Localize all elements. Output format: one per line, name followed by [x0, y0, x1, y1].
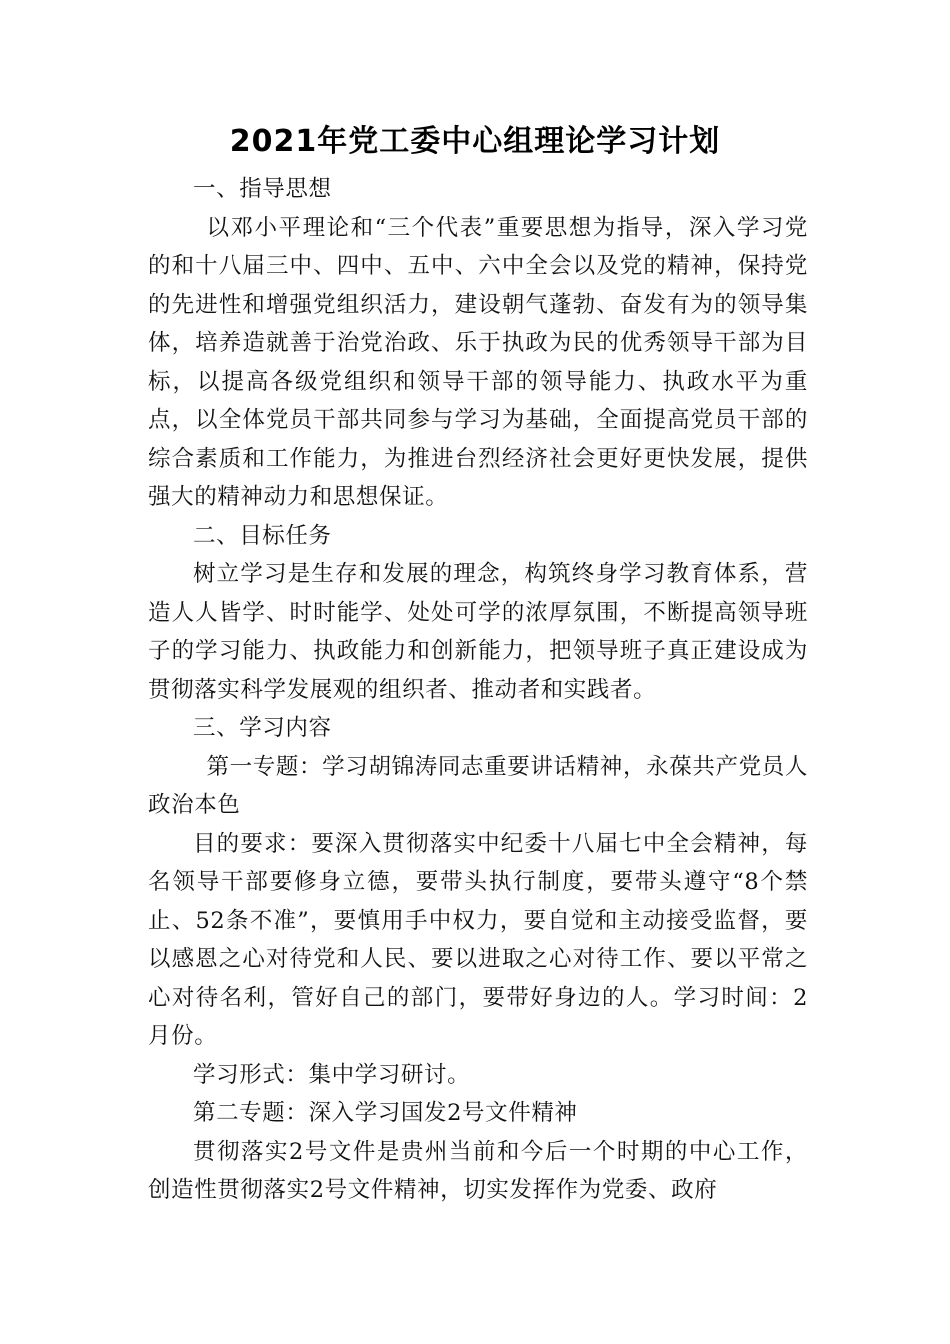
paragraph-topic-two: 贯彻落实2号文件是贵州当前和今后一个时期的中心工作，创造性贯彻落实2号文件精神，切实发挥作为党委、政府 — [148, 1138, 808, 1203]
topic-one-heading: 第一专题：学习胡锦涛同志重要讲话精神，永葆共产党员人政治本色 — [148, 753, 808, 818]
paragraph-guiding-ideology: 以邓小平理论和“三个代表”重要思想为指导，深入学习党的和十八届三中、四中、五中、六中全会以及党的精神，保持党的先进性和增强党组织活力，建设朝气蓬勃、奋发有为的领导集体，培养造就善于治党治政、乐于执政为民的优秀领导干部为目标，以提高各级党组织和领导干部的领导能力、执政水平为重点，以全体党员干部共同参与学习为基础，全面提高党员干部的综合素质和工作能力，为推进台烈经济社会更好更快发展，提供强大的精神动力和思想保证。 — [148, 214, 808, 510]
section-heading-goals: 二、目标任务 — [193, 522, 332, 549]
section-heading-content: 三、学习内容 — [193, 715, 332, 741]
document-body — [148, 170, 808, 1210]
topic-two-heading: 第二专题：深入学习国发2号文件精神 — [193, 1100, 578, 1126]
paragraph-topic-one-requirements: 目的要求：要深入贯彻落实中纪委十八届七中全会精神，每名领导干部要修身立德，要带头执行制度，要带头遵守“8个禁止、52条不准”，要慎用手中权力，要自觉和主动接受监督，要以感恩之心对待党和人民、要以进取之心对待工作、要以平常之心对待名利，管好自己的部门，要带好身边的人。学习时间：2月份。 — [148, 830, 808, 1049]
paragraph-goals: 树立学习是生存和发展的理念，构筑终身学习教育体系，营造人人皆学、时时能学、处处可学的浓厚氛围，不断提高领导班子的学习能力、执政能力和创新能力，把领导班子真正建设成为贯彻落实科学发展观的组织者、推动者和实践者。 — [148, 561, 808, 703]
document-title: 2021年党工委中心组理论学习计划 — [229, 124, 721, 159]
paragraph-topic-one-format: 学习形式：集中学习研讨。 — [193, 1061, 471, 1088]
section-heading-guiding-ideology: 一、指导思想 — [193, 176, 332, 202]
